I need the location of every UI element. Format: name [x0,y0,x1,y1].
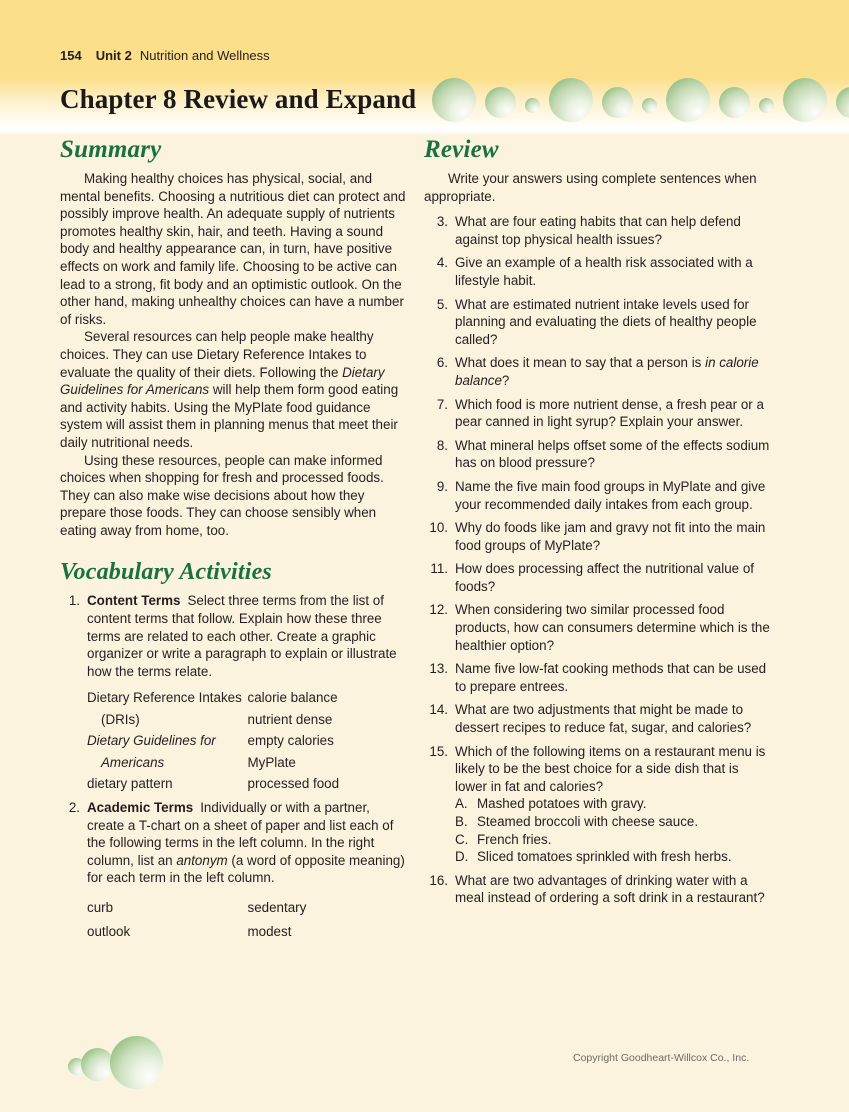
vocabulary-item-academic-terms [60,799,408,944]
decorative-sphere [666,78,710,122]
answer-choices [455,795,774,865]
vocabulary-item-content-terms [60,592,408,794]
question-number: 14. [429,702,448,718]
question-text-before: What does it mean to say that a person is [455,355,706,371]
academic-terms-columns [87,896,408,944]
right-column [424,136,774,913]
summary-paragraph-1: Making healthy choices has physical, social, and mental benefits. Choosing a nutritious diet can protect and possibly improve health. An adequate supply of nutrients promotes healthy skin, hair, and teeth. Having a sound body and healthy appearance can, in turn, have positive effects on work and family life. Choosing to be active can lead to a strong, fit body and an optimistic outlook. On the other hand, making unhealthy choices can have a number of risks. [60,171,406,327]
question-text: What are four eating habits that can help defend against top physical health issues? [455,214,741,247]
review-question [424,296,774,349]
question-number: 9. [436,478,448,494]
review-question [424,354,774,389]
academic-terms-after: (a word of opposite meaning) for each term in the left column. [87,852,405,886]
review-question [424,519,774,554]
question-text: Why do foods like jam and gravy not fit into the main food groups of MyPlate? [455,520,766,553]
academic-term: outlook [87,923,131,939]
footer-decorative-spheres [68,1036,188,1096]
content-term: processed food [247,776,340,792]
choice-letter: D. [455,849,469,865]
choice-letter: A. [455,796,468,812]
header-color-band [0,0,849,78]
answer-choice [455,848,774,866]
question-text: Which of the following items on a restaurant menu is likely to be the best choice for a side dish that is lower in fat and calories? [455,743,766,794]
content-terms-instructions: Select three terms from the list of content terms that follow. Explain how these three terms are related to each other. Create a graphic organizer or write a paragraph to explain or illustrate how the terms relate. [87,593,397,679]
content-term: MyPlate [247,754,296,770]
academic-term: modest [247,923,292,939]
review-heading: Review [424,136,499,163]
decorative-sphere [525,98,540,113]
left-column [60,136,408,948]
question-text: What are two advantages of drinking water with a meal instead of ordering a soft drink in a restaurant? [455,872,765,906]
answer-choice [455,795,774,813]
question-text: What are two adjustments that might be made to dessert recipes to reduce fat, sugar, and calories? [455,702,752,736]
content-terms-column-left [87,687,248,795]
question-text: When considering two similar processed food products, how can consumers determine which is the healthier option? [455,602,770,653]
decorative-sphere [110,1036,163,1089]
summary-paragraph-2 [60,328,408,451]
content-term: calorie balance [247,690,338,706]
question-text: Name five low-fat cooking methods that can be used to prepare entrees. [455,661,767,694]
academic-terms-label: Academic Terms [87,799,194,815]
review-question [424,601,774,654]
decorative-sphere [783,78,827,122]
decorative-sphere [642,98,657,113]
content-term: dietary pattern [87,776,173,792]
review-question [424,560,774,595]
chapter-title: Chapter 8 Review and Expand [60,84,417,114]
vocabulary-item-number: 2. [68,799,80,815]
choice-letter: C. [455,831,469,847]
review-question [424,254,774,289]
vocabulary-item-number: 1. [68,593,80,609]
content-terms-columns [87,687,408,795]
review-question [424,478,774,513]
review-intro: Write your answers using complete sentences when appropriate. [424,171,757,204]
decorative-sphere [432,78,476,122]
academic-term: sedentary [247,899,307,915]
decorative-sphere [759,98,774,113]
question-number: 11. [430,561,448,577]
content-term: empty calories [247,733,334,749]
review-question [424,213,774,248]
content-term: nutrient dense [247,711,333,727]
choice-text: Steamed broccoli with cheese sauce. [477,814,699,829]
copyright-notice: Copyright Goodheart-Willcox Co., Inc. [573,1052,750,1064]
question-number: 5. [436,296,448,312]
question-number: 3. [436,214,448,230]
question-number: 16. [429,872,448,888]
unit-title: Nutrition and Wellness [139,48,270,63]
decorative-sphere [549,78,593,122]
question-text: Name the five main food groups in MyPlate and give your recommended daily intakes from each group. [455,478,766,512]
summary-p2-before: Several resources can help people make healthy choices. They can use Dietary Reference Intakes to evaluate the quality of their diets. Following the [60,329,374,380]
review-question [424,743,774,866]
question-number: 12. [429,602,448,618]
summary-p2-italic: Dietary Guidelines for Americans [60,364,385,398]
decorative-sphere [602,87,633,118]
choice-letter: B. [455,814,468,829]
content-terms-column-right [248,687,409,795]
decorative-sphere [719,87,750,118]
choice-text: Sliced tomatoes sprinkled with fresh herbs. [477,849,732,865]
choice-text: French fries. [477,831,552,847]
academic-terms-italic: antonym [176,852,228,868]
academic-term: curb [87,899,114,915]
vocabulary-heading: Vocabulary Activities [60,559,272,586]
page-number: 154 [60,48,82,63]
decorative-sphere [836,87,849,118]
running-head [60,48,270,63]
summary-paragraph-3: Using these resources, people can make informed choices when shopping for fresh and processed foods. They can also make wise decisions about how they prepare those foods. They can choose sensibly when eating away from home, too. [60,452,384,538]
question-text: Give an example of a health risk associated with a lifestyle habit. [455,255,753,288]
review-question [424,437,774,472]
question-number: 8. [436,437,448,453]
answer-choice [455,813,774,831]
question-text: Which food is more nutrient dense, a fresh pear or a pear canned in light syrup? Explain your answer. [455,396,764,430]
summary-heading: Summary [60,136,162,163]
content-terms-label: Content Terms [87,593,181,609]
question-number: 6. [436,355,448,371]
header-decorative-spheres [432,76,844,128]
academic-terms-column-left [87,896,248,944]
academic-terms-column-right [248,896,409,944]
question-number: 4. [436,255,448,271]
review-question [424,872,774,907]
review-question [424,396,774,431]
decorative-sphere [81,1048,114,1081]
content-term: Dietary Reference Intakes (DRIs) [87,690,242,727]
question-number: 7. [436,396,448,412]
answer-choice [455,831,774,849]
question-number: 15. [429,743,448,759]
academic-terms-before: Individually or with a partner, create a T-chart on a sheet of paper and list each of the following terms in the left column. In the right column, list an [87,799,394,868]
question-text: What mineral helps offset some of the effects sodium has on blood pressure? [455,437,770,471]
question-number: 13. [429,661,448,677]
vocabulary-list [60,592,408,943]
question-text: How does processing affect the nutritional value of foods? [455,561,754,594]
question-text: What are estimated nutrient intake levels used for planning and evaluating the diets of healthy people called? [455,296,757,347]
question-text-italic: in calorie balance [455,355,759,388]
choice-text: Mashed potatoes with gravy. [477,796,647,812]
question-text-after: ? [501,372,510,388]
content-term: Dietary Guidelines for Americans [87,733,216,770]
summary-p2-after: will help them form good eating and activity habits. Using the MyPlate food guidance system will assist them in planning menus that meet their daily nutritional needs. [60,382,399,450]
decorative-sphere [485,87,516,118]
review-question [424,701,774,736]
unit-label: Unit 2 [95,48,132,63]
review-question [424,660,774,695]
review-question-list [424,213,774,907]
question-number: 10. [429,520,448,536]
